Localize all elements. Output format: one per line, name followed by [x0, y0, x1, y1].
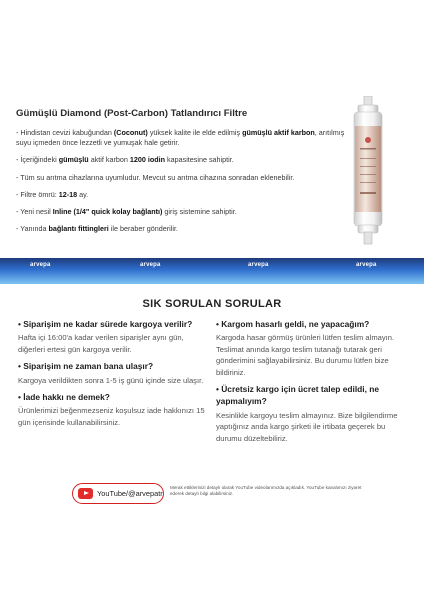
feature-highlight: 12-18 [58, 189, 78, 199]
feature-bullet [16, 224, 346, 234]
brand-banner [0, 258, 424, 284]
feature-bullet [16, 155, 346, 165]
feature-text: giriş sistemine sahiptir. [162, 207, 237, 217]
feature-text: - Yeni nesil [16, 207, 53, 217]
product-section [0, 0, 424, 258]
filter-cartridge-image [338, 96, 398, 246]
feature-bullet [16, 173, 346, 183]
youtube-channel-label: YouTube/@arvepatr [97, 489, 163, 498]
faq-answer: Kargoya verildikten sonra 1-5 iş günü içinde size ulaşır. [18, 375, 204, 385]
youtube-icon [78, 488, 93, 499]
feature-bullet [16, 190, 346, 200]
youtube-channel-link[interactable] [72, 483, 164, 504]
faq-question: • Kargom hasarlı geldi, ne yapacağım? [216, 319, 370, 329]
brand-logo-text: arvepa [356, 262, 377, 268]
product-title: Gümüşlü Diamond (Post-Carbon) Tatlandırıcı Filtre [16, 108, 248, 119]
feature-bullet [16, 128, 346, 148]
brand-logo-text: arvepa [248, 262, 269, 268]
feature-text: aktif karbon [88, 155, 130, 165]
feature-text: - Filtre ömrü: [16, 189, 59, 199]
product-features [16, 128, 346, 241]
faq-question: • Siparişim ne kadar sürede kargoya verilir? [18, 319, 193, 329]
feature-text: , arıtılmış suyu içmeden önce lezzetli ve yumuşak hale getirir. [16, 128, 345, 148]
faq-question: • Siparişim ne zaman bana ulaşır? [18, 361, 154, 372]
brand-logo-text: arvepa [30, 262, 51, 268]
faq-answer: Hafta içi 16:00'a kadar verilen siparişler aynı gün, diğerleri ertesi gün kargoya verilir. [18, 333, 184, 354]
faq-question: • Ücretsiz kargo için ücret talep edildi, ne yapmalıyım? [216, 384, 380, 407]
feature-highlight: gümüşlü [58, 155, 89, 165]
faq-question: • İade hakkı ne demek? [18, 392, 110, 403]
feature-highlight: bağlantı fittingleri [48, 224, 109, 234]
feature-highlight: Inline (1/4" quick kolay bağlantı) [52, 207, 163, 217]
feature-highlight: gümüşlü aktif karbon [242, 128, 315, 137]
feature-bullet [16, 207, 346, 217]
feature-text: - Hindistan cevizi kabuğundan [16, 128, 114, 137]
feature-text: ile beraber gönderilir. [108, 224, 178, 234]
faq-answer: Ürünlerimizi beğenmezseniz koşulsuz iade hakkınızı 15 gün içerisinde kullanabilirsiniz. [18, 406, 205, 427]
feature-text: yüksek kalite ile elde edilmiş [147, 128, 243, 137]
faq-title: SIK SORULAN SORULAR [142, 298, 282, 310]
youtube-footer [72, 483, 362, 505]
brand-logo-text: arvepa [140, 262, 161, 268]
feature-text: kapasitesine sahiptir. [165, 155, 234, 165]
youtube-note: Merak ettiklerinizi detaylı olarak YouTube videolarımızda açıkladık. YouTube kanalımızı ziyaret ederek detaylı bilgi alabilirsiniz. [170, 485, 362, 497]
faq-right-column [216, 318, 412, 449]
feature-text: - İçeriğindeki [16, 155, 59, 165]
feature-text: ay. [77, 189, 89, 199]
feature-highlight: 1200 iodin [129, 155, 166, 165]
faq-answer: Kesinlikle kargoyu teslim almayınız. Bize bilgilendirme yaptığınız anda kargo şirketi ile irtibata geçerek bu durumu düzeltebiliriz. [216, 410, 398, 443]
feature-text: - Yanında [16, 224, 49, 234]
faq-left-column [18, 318, 208, 433]
faq-answer: Kargoda hasar görmüş ürünleri lütfen teslim almayın. Teslimat anında kargo teslim tutanağı tutarak geri gönderimini sağlayabilirsiniz. Bu durumu lütfen bize bildiriniz. [216, 333, 395, 377]
feature-text: - Tüm su arıtma cihazlarına uyumludur. Mevcut su arıtma cihazına sonradan eklenebilir. [16, 172, 295, 182]
feature-highlight: (Coconut) [113, 128, 148, 137]
